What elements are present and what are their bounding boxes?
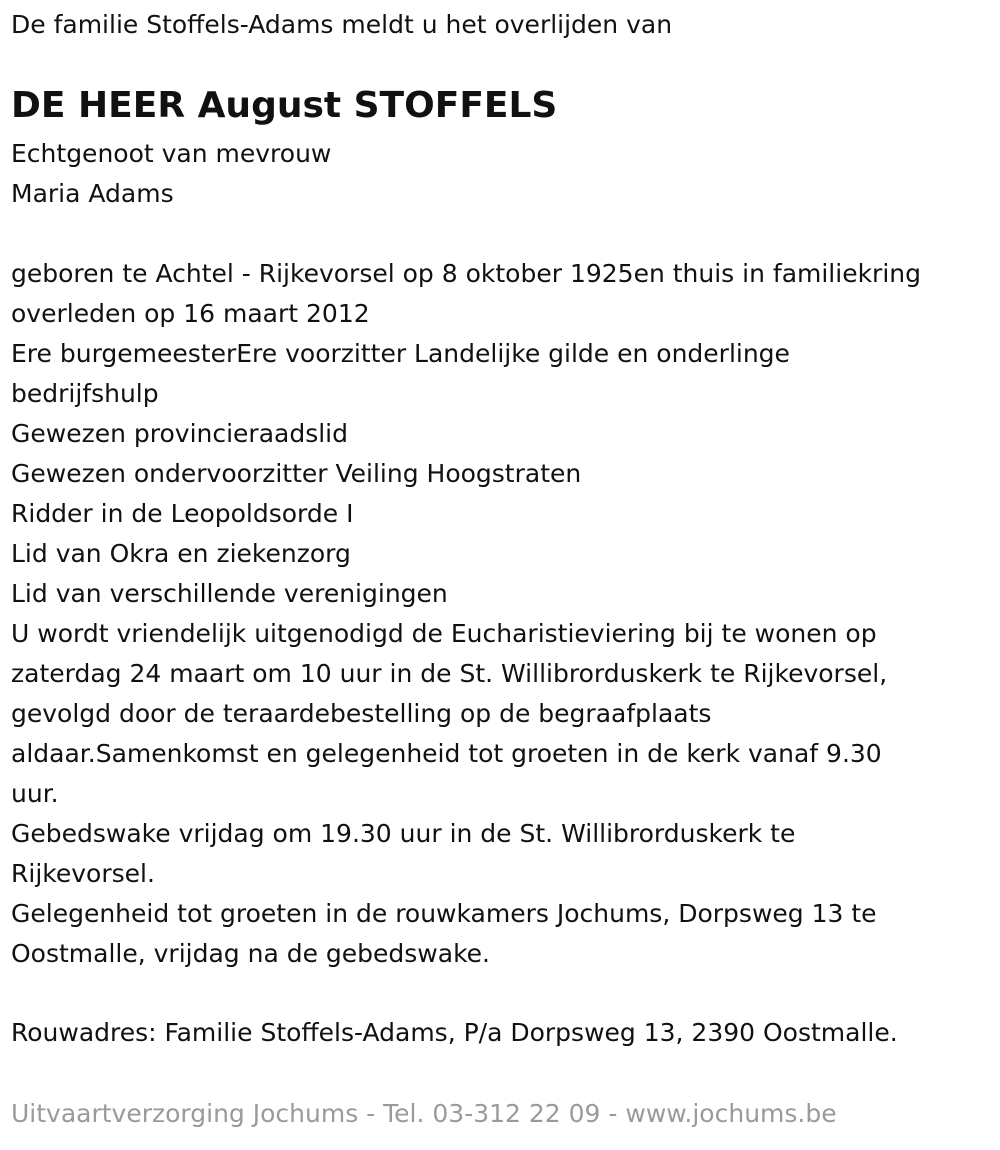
body-line: Oostmalle, vrijdag na de gebedswake. [11,939,490,968]
body-line: U wordt vriendelijk uitgenodigd de Eucharistieviering bij te wonen op [11,619,877,648]
funeral-home-footer: Uitvaartverzorging Jochums - Tel. 03-312 22 09 - www.jochums.be [11,1099,837,1128]
body-line: geboren te Achtel - Rijkevorsel op 8 oktober 1925en thuis in familiekring [11,259,921,288]
body-line: Lid van verschillende verenigingen [11,579,448,608]
body-line: Gewezen ondervoorzitter Veiling Hoogstraten [11,459,582,488]
spouse-block [11,134,331,214]
body-line: bedrijfshulp [11,379,159,408]
notice-body [11,254,921,974]
spouse-line: Maria Adams [11,179,174,208]
intro-text: De familie Stoffels-Adams meldt u het overlijden van [11,10,673,39]
body-line: uur. [11,779,59,808]
body-line: aldaar.Samenkomst en gelegenheid tot groeten in de kerk vanaf 9.30 [11,739,882,768]
deceased-name: DE HEER August STOFFELS [11,85,558,126]
body-line: Rijkevorsel. [11,859,155,888]
body-line: Ere burgemeesterEre voorzitter Landelijke gilde en onderlinge [11,339,790,368]
body-line: Gewezen provincieraadslid [11,419,348,448]
body-line: Ridder in de Leopoldsorde I [11,499,354,528]
body-line: Gelegenheid tot groeten in de rouwkamers Jochums, Dorpsweg 13 te [11,899,877,928]
body-line: Lid van Okra en ziekenzorg [11,539,351,568]
spouse-line: Echtgenoot van mevrouw [11,139,332,168]
body-line: zaterdag 24 maart om 10 uur in de St. Willibrorduskerk te Rijkevorsel, [11,659,888,688]
body-line: Gebedswake vrijdag om 19.30 uur in de St. Willibrorduskerk te [11,819,796,848]
body-line: gevolgd door de teraardebestelling op de begraafplaats [11,699,712,728]
mourning-address: Rouwadres: Familie Stoffels-Adams, P/a Dorpsweg 13, 2390 Oostmalle. [11,1018,898,1047]
body-line: overleden op 16 maart 2012 [11,299,370,328]
